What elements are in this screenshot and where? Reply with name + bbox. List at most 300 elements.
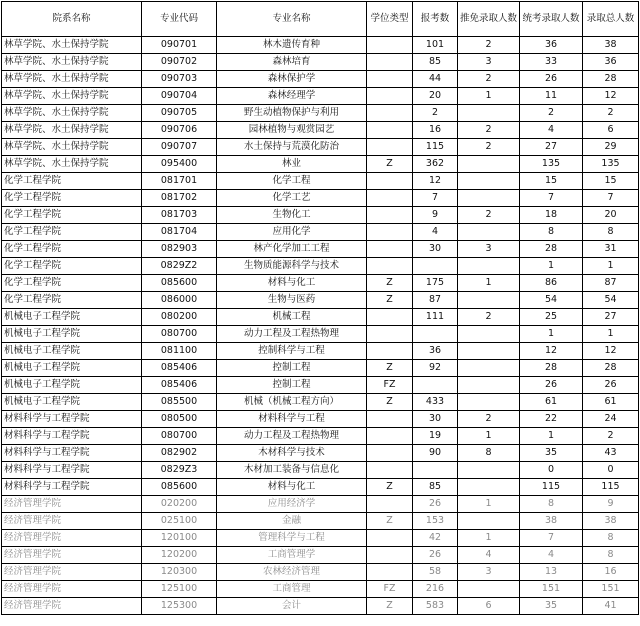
cell-major-name: 林产化学加工工程 [217, 241, 367, 258]
cell-recommended-admits [458, 156, 520, 173]
cell-applicants: 20 [413, 88, 458, 105]
table-row [2, 71, 639, 88]
cell-exam-admits: 38 [520, 513, 583, 530]
cell-recommended-admits [458, 190, 520, 207]
cell-degree-type [367, 190, 413, 207]
table-row [2, 564, 639, 581]
cell-total-admits: 135 [583, 156, 639, 173]
cell-recommended-admits: 6 [458, 598, 520, 615]
cell-applicants: 42 [413, 530, 458, 547]
cell-exam-admits: 33 [520, 54, 583, 71]
cell-major-name: 动力工程及工程热物理 [217, 326, 367, 343]
header-department: 院系名称 [2, 2, 142, 37]
cell-department: 材料科学与工程学院 [2, 445, 142, 462]
cell-total-admits: 7 [583, 190, 639, 207]
cell-major-code: 081704 [142, 224, 217, 241]
cell-degree-type: Z [367, 598, 413, 615]
cell-department: 材料科学与工程学院 [2, 479, 142, 496]
cell-major-code: 080700 [142, 428, 217, 445]
cell-department: 林草学院、水土保持学院 [2, 139, 142, 156]
table-row [2, 547, 639, 564]
cell-degree-type: Z [367, 292, 413, 309]
cell-department: 经济管理学院 [2, 496, 142, 513]
cell-degree-type: Z [367, 156, 413, 173]
table-row [2, 530, 639, 547]
cell-exam-admits: 26 [520, 71, 583, 88]
cell-degree-type [367, 54, 413, 71]
cell-degree-type: Z [367, 360, 413, 377]
cell-department: 经济管理学院 [2, 598, 142, 615]
cell-applicants [413, 377, 458, 394]
cell-major-name: 工商管理学 [217, 547, 367, 564]
cell-degree-type [367, 564, 413, 581]
cell-major-name: 水土保持与荒漠化防治 [217, 139, 367, 156]
cell-major-code: 080200 [142, 309, 217, 326]
cell-applicants: 175 [413, 275, 458, 292]
cell-department: 材料科学与工程学院 [2, 462, 142, 479]
cell-major-name: 农林经济管理 [217, 564, 367, 581]
table-row [2, 37, 639, 54]
cell-major-name: 生物与医药 [217, 292, 367, 309]
cell-degree-type [367, 139, 413, 156]
cell-recommended-admits: 2 [458, 71, 520, 88]
cell-applicants: 26 [413, 547, 458, 564]
cell-major-code: 081100 [142, 343, 217, 360]
cell-department: 化学工程学院 [2, 241, 142, 258]
cell-degree-type [367, 224, 413, 241]
cell-degree-type [367, 258, 413, 275]
cell-major-code: 125100 [142, 581, 217, 598]
header-total-admits: 录取总人数 [583, 2, 639, 37]
cell-degree-type [367, 88, 413, 105]
cell-major-name: 材料与化工 [217, 479, 367, 496]
cell-applicants: 85 [413, 54, 458, 71]
cell-exam-admits: 4 [520, 547, 583, 564]
cell-degree-type [367, 105, 413, 122]
cell-recommended-admits [458, 292, 520, 309]
cell-exam-admits: 1 [520, 428, 583, 445]
table-row [2, 258, 639, 275]
cell-department: 经济管理学院 [2, 530, 142, 547]
cell-department: 林草学院、水土保持学院 [2, 105, 142, 122]
cell-degree-type [367, 122, 413, 139]
cell-total-admits: 26 [583, 377, 639, 394]
cell-degree-type [367, 547, 413, 564]
cell-degree-type [367, 309, 413, 326]
table-row [2, 173, 639, 190]
table-row [2, 105, 639, 122]
cell-degree-type [367, 173, 413, 190]
cell-exam-admits: 27 [520, 139, 583, 156]
cell-major-name: 应用化学 [217, 224, 367, 241]
cell-exam-admits: 15 [520, 173, 583, 190]
cell-department: 机械电子工程学院 [2, 377, 142, 394]
cell-applicants: 19 [413, 428, 458, 445]
table-row [2, 292, 639, 309]
cell-degree-type: Z [367, 275, 413, 292]
cell-applicants [413, 462, 458, 479]
cell-applicants: 2 [413, 105, 458, 122]
cell-degree-type [367, 530, 413, 547]
cell-degree-type: Z [367, 479, 413, 496]
cell-exam-admits: 0 [520, 462, 583, 479]
cell-exam-admits: 11 [520, 88, 583, 105]
cell-major-name: 控制工程 [217, 377, 367, 394]
cell-degree-type [367, 411, 413, 428]
cell-department: 材料科学与工程学院 [2, 428, 142, 445]
cell-major-name: 动力工程及工程热物理 [217, 428, 367, 445]
cell-total-admits: 151 [583, 581, 639, 598]
cell-applicants: 44 [413, 71, 458, 88]
admissions-table-container [1, 1, 639, 615]
cell-total-admits: 0 [583, 462, 639, 479]
cell-major-code: 081703 [142, 207, 217, 224]
cell-department: 化学工程学院 [2, 207, 142, 224]
cell-department: 经济管理学院 [2, 581, 142, 598]
cell-applicants: 4 [413, 224, 458, 241]
cell-exam-admits: 7 [520, 190, 583, 207]
cell-recommended-admits: 1 [458, 88, 520, 105]
cell-major-name: 木材加工装备与信息化 [217, 462, 367, 479]
cell-exam-admits: 12 [520, 343, 583, 360]
cell-applicants: 153 [413, 513, 458, 530]
cell-applicants: 58 [413, 564, 458, 581]
cell-major-code: 082903 [142, 241, 217, 258]
cell-applicants: 9 [413, 207, 458, 224]
cell-degree-type: FZ [367, 581, 413, 598]
cell-major-name: 应用经济学 [217, 496, 367, 513]
cell-recommended-admits [458, 105, 520, 122]
cell-total-admits: 2 [583, 105, 639, 122]
cell-total-admits: 87 [583, 275, 639, 292]
cell-exam-admits: 13 [520, 564, 583, 581]
cell-major-code: 085406 [142, 360, 217, 377]
cell-department: 材料科学与工程学院 [2, 411, 142, 428]
cell-exam-admits: 115 [520, 479, 583, 496]
cell-major-code: 085600 [142, 479, 217, 496]
table-row [2, 513, 639, 530]
cell-recommended-admits [458, 513, 520, 530]
table-row [2, 139, 639, 156]
cell-department: 化学工程学院 [2, 292, 142, 309]
cell-applicants: 111 [413, 309, 458, 326]
cell-applicants: 85 [413, 479, 458, 496]
table-row [2, 462, 639, 479]
cell-exam-admits: 135 [520, 156, 583, 173]
cell-major-name: 化学工程 [217, 173, 367, 190]
cell-recommended-admits: 1 [458, 275, 520, 292]
cell-applicants: 36 [413, 343, 458, 360]
cell-exam-admits: 54 [520, 292, 583, 309]
cell-department: 林草学院、水土保持学院 [2, 71, 142, 88]
cell-total-admits: 29 [583, 139, 639, 156]
cell-total-admits: 115 [583, 479, 639, 496]
table-row [2, 275, 639, 292]
cell-total-admits: 15 [583, 173, 639, 190]
cell-applicants: 16 [413, 122, 458, 139]
header-applicants: 报考数 [413, 2, 458, 37]
cell-major-code: 085500 [142, 394, 217, 411]
cell-total-admits: 8 [583, 224, 639, 241]
cell-department: 机械电子工程学院 [2, 394, 142, 411]
cell-major-name: 管理科学与工程 [217, 530, 367, 547]
cell-major-code: 080700 [142, 326, 217, 343]
table-row [2, 88, 639, 105]
cell-major-name: 会计 [217, 598, 367, 615]
cell-recommended-admits [458, 394, 520, 411]
cell-total-admits: 41 [583, 598, 639, 615]
cell-exam-admits: 2 [520, 105, 583, 122]
cell-major-name: 森林经理学 [217, 88, 367, 105]
cell-department: 机械电子工程学院 [2, 326, 142, 343]
cell-total-admits: 9 [583, 496, 639, 513]
cell-major-code: 090701 [142, 37, 217, 54]
cell-recommended-admits: 4 [458, 547, 520, 564]
cell-major-code: 090702 [142, 54, 217, 71]
cell-applicants: 26 [413, 496, 458, 513]
cell-department: 化学工程学院 [2, 275, 142, 292]
cell-major-name: 控制科学与工程 [217, 343, 367, 360]
cell-total-admits: 27 [583, 309, 639, 326]
cell-degree-type [367, 445, 413, 462]
cell-major-name: 机械（机械工程方向） [217, 394, 367, 411]
cell-department: 林草学院、水土保持学院 [2, 54, 142, 71]
cell-department: 林草学院、水土保持学院 [2, 156, 142, 173]
cell-department: 林草学院、水土保持学院 [2, 88, 142, 105]
cell-applicants: 87 [413, 292, 458, 309]
cell-total-admits: 8 [583, 547, 639, 564]
cell-major-code: 095400 [142, 156, 217, 173]
cell-exam-admits: 36 [520, 37, 583, 54]
cell-major-code: 086000 [142, 292, 217, 309]
cell-recommended-admits: 1 [458, 530, 520, 547]
cell-department: 化学工程学院 [2, 173, 142, 190]
cell-major-code: 081702 [142, 190, 217, 207]
table-row [2, 224, 639, 241]
cell-recommended-admits [458, 326, 520, 343]
table-row [2, 411, 639, 428]
cell-major-code: 080500 [142, 411, 217, 428]
cell-major-code: 120300 [142, 564, 217, 581]
cell-recommended-admits: 2 [458, 122, 520, 139]
cell-exam-admits: 8 [520, 224, 583, 241]
cell-recommended-admits: 2 [458, 139, 520, 156]
cell-exam-admits: 35 [520, 598, 583, 615]
cell-major-name: 控制工程 [217, 360, 367, 377]
cell-department: 机械电子工程学院 [2, 360, 142, 377]
cell-major-code: 020200 [142, 496, 217, 513]
admissions-table [1, 1, 639, 615]
cell-degree-type [367, 462, 413, 479]
table-row [2, 326, 639, 343]
cell-total-admits: 1 [583, 258, 639, 275]
cell-department: 化学工程学院 [2, 190, 142, 207]
table-row [2, 496, 639, 513]
cell-exam-admits: 151 [520, 581, 583, 598]
cell-major-name: 木材科学与技术 [217, 445, 367, 462]
cell-major-code: 120100 [142, 530, 217, 547]
cell-exam-admits: 35 [520, 445, 583, 462]
cell-recommended-admits: 2 [458, 411, 520, 428]
cell-total-admits: 28 [583, 360, 639, 377]
cell-applicants: 115 [413, 139, 458, 156]
cell-total-admits: 43 [583, 445, 639, 462]
cell-degree-type: FZ [367, 377, 413, 394]
cell-major-name: 化学工艺 [217, 190, 367, 207]
cell-recommended-admits [458, 173, 520, 190]
cell-department: 化学工程学院 [2, 224, 142, 241]
table-row [2, 445, 639, 462]
cell-degree-type [367, 496, 413, 513]
cell-applicants: 12 [413, 173, 458, 190]
cell-degree-type [367, 428, 413, 445]
cell-recommended-admits: 1 [458, 428, 520, 445]
cell-total-admits: 12 [583, 88, 639, 105]
header-recommended-admits: 推免录取人数 [458, 2, 520, 37]
cell-exam-admits: 28 [520, 360, 583, 377]
cell-major-code: 090704 [142, 88, 217, 105]
cell-degree-type [367, 326, 413, 343]
cell-degree-type [367, 37, 413, 54]
table-row [2, 122, 639, 139]
cell-total-admits: 1 [583, 326, 639, 343]
cell-department: 林草学院、水土保持学院 [2, 122, 142, 139]
cell-recommended-admits [458, 343, 520, 360]
cell-recommended-admits [458, 258, 520, 275]
cell-recommended-admits: 3 [458, 564, 520, 581]
table-row [2, 309, 639, 326]
cell-major-name: 材料与化工 [217, 275, 367, 292]
cell-recommended-admits: 2 [458, 207, 520, 224]
cell-exam-admits: 26 [520, 377, 583, 394]
cell-major-code: 0829Z3 [142, 462, 217, 479]
cell-major-name: 林业 [217, 156, 367, 173]
cell-department: 机械电子工程学院 [2, 309, 142, 326]
cell-major-code: 0829Z2 [142, 258, 217, 275]
table-row [2, 581, 639, 598]
header-row [2, 2, 639, 37]
cell-exam-admits: 4 [520, 122, 583, 139]
cell-recommended-admits: 1 [458, 496, 520, 513]
cell-degree-type [367, 343, 413, 360]
table-row [2, 207, 639, 224]
table-row [2, 598, 639, 615]
cell-major-name: 生物化工 [217, 207, 367, 224]
cell-major-name: 园林植物与观赏园艺 [217, 122, 367, 139]
cell-major-code: 090703 [142, 71, 217, 88]
cell-total-admits: 54 [583, 292, 639, 309]
table-body [2, 37, 639, 615]
cell-department: 化学工程学院 [2, 258, 142, 275]
cell-total-admits: 6 [583, 122, 639, 139]
table-row [2, 360, 639, 377]
cell-degree-type [367, 207, 413, 224]
cell-major-code: 125300 [142, 598, 217, 615]
cell-total-admits: 24 [583, 411, 639, 428]
table-row [2, 54, 639, 71]
cell-major-code: 090707 [142, 139, 217, 156]
header-major-name: 专业名称 [217, 2, 367, 37]
cell-major-name: 森林保护学 [217, 71, 367, 88]
cell-major-code: 120200 [142, 547, 217, 564]
cell-applicants: 433 [413, 394, 458, 411]
cell-exam-admits: 18 [520, 207, 583, 224]
cell-applicants: 101 [413, 37, 458, 54]
header-exam-admits: 统考录取人数 [520, 2, 583, 37]
cell-recommended-admits [458, 479, 520, 496]
cell-degree-type: Z [367, 394, 413, 411]
table-row [2, 343, 639, 360]
cell-exam-admits: 1 [520, 258, 583, 275]
cell-major-name: 材料科学与工程 [217, 411, 367, 428]
header-major-code: 专业代码 [142, 2, 217, 37]
cell-total-admits: 38 [583, 513, 639, 530]
cell-total-admits: 61 [583, 394, 639, 411]
table-row [2, 377, 639, 394]
cell-recommended-admits: 8 [458, 445, 520, 462]
table-row [2, 241, 639, 258]
cell-major-code: 082902 [142, 445, 217, 462]
cell-major-name: 生物质能源科学与技术 [217, 258, 367, 275]
table-row [2, 156, 639, 173]
cell-applicants: 30 [413, 241, 458, 258]
cell-recommended-admits [458, 462, 520, 479]
cell-degree-type [367, 241, 413, 258]
cell-major-code: 090705 [142, 105, 217, 122]
cell-applicants: 90 [413, 445, 458, 462]
cell-exam-admits: 28 [520, 241, 583, 258]
cell-total-admits: 8 [583, 530, 639, 547]
cell-recommended-admits: 2 [458, 37, 520, 54]
cell-recommended-admits [458, 377, 520, 394]
table-row [2, 190, 639, 207]
cell-applicants: 362 [413, 156, 458, 173]
cell-total-admits: 31 [583, 241, 639, 258]
cell-exam-admits: 22 [520, 411, 583, 428]
cell-recommended-admits [458, 581, 520, 598]
cell-total-admits: 36 [583, 54, 639, 71]
cell-recommended-admits [458, 224, 520, 241]
cell-department: 经济管理学院 [2, 547, 142, 564]
cell-major-code: 090706 [142, 122, 217, 139]
cell-applicants: 30 [413, 411, 458, 428]
cell-department: 机械电子工程学院 [2, 343, 142, 360]
cell-recommended-admits: 3 [458, 54, 520, 71]
cell-department: 林草学院、水土保持学院 [2, 37, 142, 54]
cell-applicants: 216 [413, 581, 458, 598]
cell-major-name: 金融 [217, 513, 367, 530]
cell-major-name: 机械工程 [217, 309, 367, 326]
cell-recommended-admits: 2 [458, 309, 520, 326]
cell-major-code: 081701 [142, 173, 217, 190]
cell-exam-admits: 61 [520, 394, 583, 411]
cell-exam-admits: 8 [520, 496, 583, 513]
cell-applicants: 92 [413, 360, 458, 377]
table-row [2, 479, 639, 496]
cell-department: 经济管理学院 [2, 564, 142, 581]
cell-exam-admits: 25 [520, 309, 583, 326]
table-row [2, 428, 639, 445]
cell-exam-admits: 86 [520, 275, 583, 292]
cell-major-name: 工商管理 [217, 581, 367, 598]
cell-major-name: 林木遗传育种 [217, 37, 367, 54]
cell-major-name: 森林培育 [217, 54, 367, 71]
cell-applicants: 7 [413, 190, 458, 207]
cell-degree-type: Z [367, 513, 413, 530]
cell-major-code: 085406 [142, 377, 217, 394]
cell-department: 经济管理学院 [2, 513, 142, 530]
cell-applicants [413, 326, 458, 343]
